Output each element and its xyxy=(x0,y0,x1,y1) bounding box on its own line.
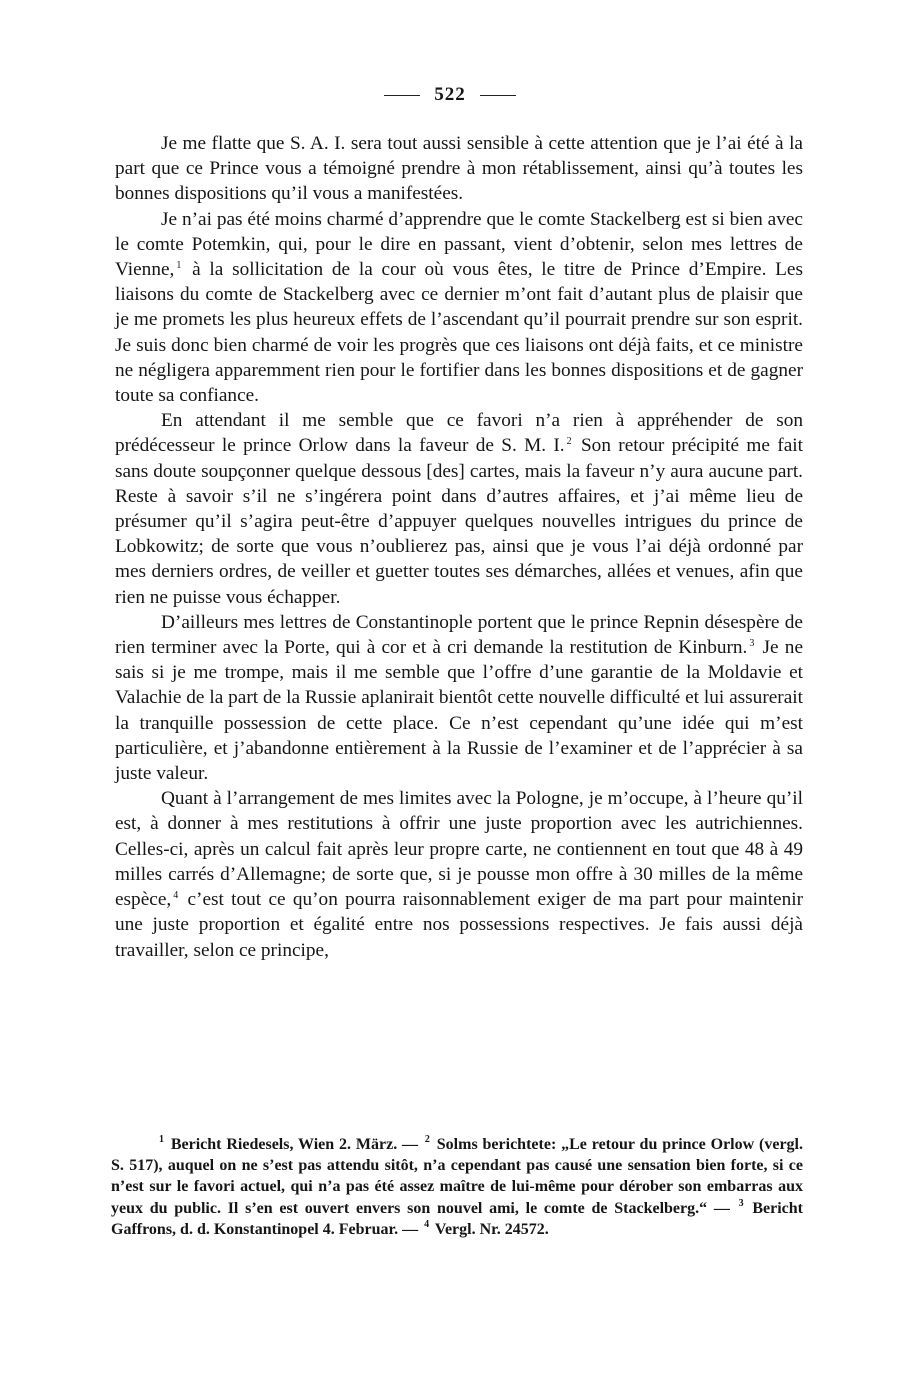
footnotes xyxy=(111,1134,803,1240)
paragraph-text: Je n’ai pas été moins charmé d’apprendre que le comte Stackelberg est si bien avec le comte Potemkin, qui, pour le dire en passant, vient d’obtenir, selon mes lettres de Vienne, xyxy=(115,208,803,281)
paragraph-5 xyxy=(115,786,803,962)
paragraph-text: Son retour précipité me fait sans doute soupçonner quelque dessous [des] cartes, mais la faveur n’y aura aucune part. Reste à savoir s’il ne s’ingérera point dans d’autres affaires, et j’ai même lieu de présumer qu’il s’agira peut-être d’appuyer quelques nouvelles intrigues du prince de Lobkowitz; de sorte que vous n’oublierez pas, ainsi que je vous l’ai déjà ordonné par mes derniers ordres, de veiller et guetter toutes ses démarches, allées et venues, afin que rien ne puisse vous échapper. xyxy=(115,435,803,608)
paragraph-4 xyxy=(115,610,803,786)
header-rule-right xyxy=(480,95,516,96)
header-rule-left xyxy=(384,95,420,96)
paragraph-3 xyxy=(115,408,803,610)
page-header xyxy=(0,84,900,106)
footnote-text: Solms berichtete: „Le retour du prince Orlow (vergl. S. 517), auquel on ne s’est pas attendu sitôt, n’a cependant pas causé une sensation bien forte, si ce n’est sur le favori actuel, qui n’a pas été assez maître de lui-même pour dérober son embarras aux yeux du public. Il s’en est ouvert envers son nouvel ami, le comte de Stackelberg.“ — xyxy=(111,1136,803,1217)
paragraph-text: c’est tout ce qu’on pourra raisonnablement exiger de ma part pour maintenir une juste proportion et égalité entre nos possessions respectives. Je fais aussi déjà travailler, selon ce principe, xyxy=(115,889,803,961)
footnote-number: 3 xyxy=(738,1197,744,1209)
paragraph-text: Je ne sais si je me trompe, mais il me semble que l’offre d’une garantie de la Moldavie et Valachie de la part de la Russie aplanirait bientôt cette nouvelle difficulté et lui assurerait la tranquille possession de cette place. Ce n’est cependant qu’une idée qui m’est particulière, et j’abandonne entièrement à la Russie de l’examiner et de l’apprécier à sa juste valeur. xyxy=(115,637,803,785)
footnote-text: Vergl. Nr. 24572. xyxy=(431,1220,549,1238)
paragraph-text: à la sollicitation de la cour où vous êtes, le titre de Prince d’Empire. Les liaisons du comte de Stackelberg avec ce dernier m’ont fait d’autant plus de plaisir que je me promets les plus heureux effets de l’ascendant qu’il pourrait prendre sur son esprit. Je suis donc bien charmé de voir les progrès que ces liaisons ont déjà faits, et ce ministre ne négligera apparemment rien pour le fortifier dans les bonnes dispositions et de gagner toute sa confiance. xyxy=(115,259,803,407)
paragraph-text: Quant à l’arrangement de mes limites avec la Pologne, je m’occupe, à l’heure qu’il est, à donner à mes restitutions à offrir une juste proportion avec les autrichiennes. Celles-ci, après un calcul fait après leur propre carte, ne contiennent en tout que 48 à 49 milles carrés d’Allemagne; de sorte que, si je pousse mon offre à 30 milles de la même espèce, xyxy=(115,788,803,911)
footnote-marker: 2 xyxy=(566,436,572,448)
footnote-block xyxy=(111,1134,803,1240)
footnote-marker: 3 xyxy=(749,638,755,650)
footnote-number: 4 xyxy=(424,1218,430,1230)
paragraph-2 xyxy=(115,207,803,409)
footnote-marker: 1 xyxy=(176,260,182,272)
paragraph-text: D’ailleurs mes lettres de Constantinople portent que le prince Repnin désespère de rien terminer avec la Porte, qui à cor et à cri demande la restitution de Kinburn. xyxy=(115,611,803,659)
footnote-number: 2 xyxy=(424,1134,430,1145)
footnote-number: 1 xyxy=(159,1134,164,1145)
paragraph-1 xyxy=(115,131,803,207)
footnote-text: Bericht Riedesels, Wien 2. März. — xyxy=(166,1136,423,1153)
body-text xyxy=(115,131,803,963)
paragraph-text: En attendant il me semble que ce favori n’a rien à appréhender de son prédécesseur le prince Orlow dans la faveur de S. M. I. xyxy=(115,410,803,457)
footnote-text: Bericht Gaffrons, d. d. Konstantinopel 4. Februar. — xyxy=(111,1199,803,1238)
footnote-marker: 4 xyxy=(173,890,179,902)
page-number: 522 xyxy=(434,84,466,105)
paragraph-text: Je me flatte que S. A. I. sera tout aussi sensible à cette attention que je l’ai été à la part que ce Prince vous a témoigné prendre à mon rétablissement, ainsi qu’à toutes les bonnes dispositions qu’il vous a manifestées. xyxy=(115,133,803,205)
